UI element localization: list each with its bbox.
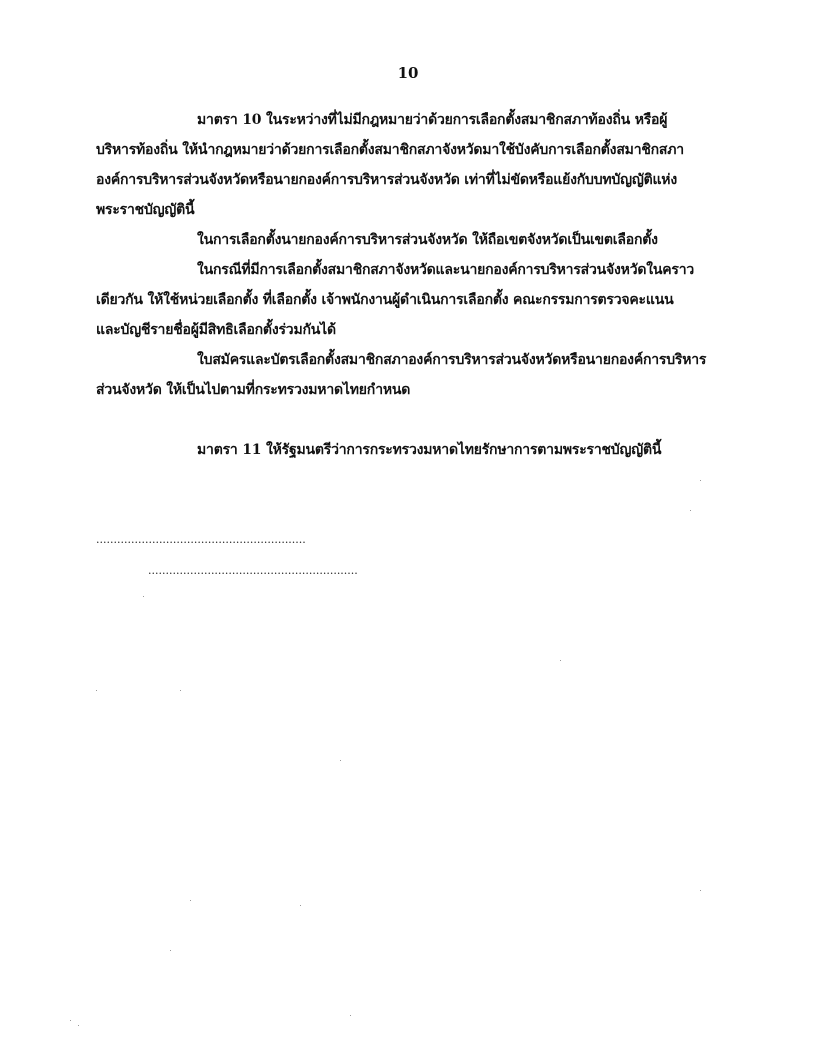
section-10-paragraph-3-line-2: เดียวกัน ให้ใช้หน่วยเลือกตั้ง ที่เลือกตั้ง เจ้าพนักงานผู้ดำเนินการเลือกตั้ง คณะกรรมการตรวจคะแนน	[96, 292, 674, 308]
signature-dotted-line-2: ............................................................	[148, 564, 358, 577]
section-10-line-3: องค์การบริหารส่วนจังหวัดหรือนายกองค์การบริหารส่วนจังหวัด เท่าที่ไม่ขัดหรือแย้งกับบทบัญญัติแห่ง	[96, 172, 677, 188]
section-10-line-2: บริหารท้องถิ่น ให้นำกฎหมายว่าด้วยการเลือกตั้งสมาชิกสภาจังหวัดมาใช้บังคับการเลือกตั้งสมาชิกสภา	[96, 142, 684, 158]
signature-dotted-line-1: ............................................................	[96, 533, 306, 546]
section-11-line-1: มาตรา 11 ให้รัฐมนตรีว่าการกระทรวงมหาดไทยรักษาการตามพระราชบัญญัตินี้	[197, 442, 662, 458]
section-10-paragraph-3-line-3: และบัญชีรายชื่อผู้มีสิทธิเลือกตั้งร่วมกันได้	[96, 322, 336, 338]
section-10-paragraph-3-line-1: ในกรณีที่มีการเลือกตั้งสมาชิกสภาจังหวัดและนายกองค์การบริหารส่วนจังหวัดในคราว	[197, 262, 695, 278]
section-10-paragraph-4-line-2: ส่วนจังหวัด ให้เป็นไปตามที่กระทรวงมหาดไทยกำหนด	[96, 382, 411, 398]
section-10-line-1: มาตรา 10 ในระหว่างที่ไม่มีกฎหมายว่าด้วยการเลือกตั้งสมาชิกสภาท้องถิ่น หรือผู้	[197, 112, 668, 128]
page-number: 10	[397, 64, 419, 82]
section-10-paragraph-2: ในการเลือกตั้งนายกองค์การบริหารส่วนจังหวัด ให้ถือเขตจังหวัดเป็นเขตเลือกตั้ง	[197, 232, 658, 248]
section-10-paragraph-4-line-1: ใบสมัครและบัตรเลือกตั้งสมาชิกสภาองค์การบริหารส่วนจังหวัดหรือนายกองค์การบริหาร	[197, 352, 707, 368]
section-10-line-4: พระราชบัญญัตินี้	[96, 202, 195, 218]
